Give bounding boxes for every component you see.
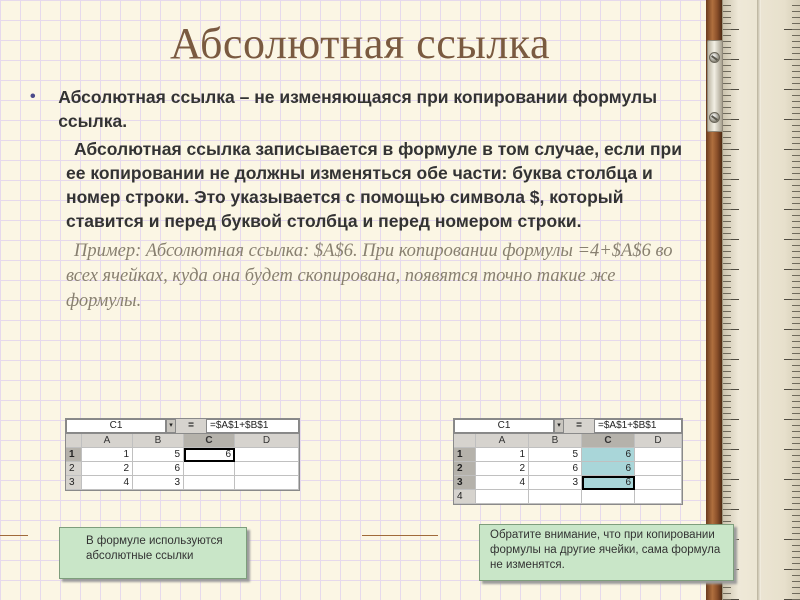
definition-text: Абсолютная ссылка – не изменяющаяся при копировании формулы ссылка.	[58, 87, 658, 131]
column-header[interactable]: C	[582, 434, 635, 448]
equals-icon: =	[188, 420, 194, 431]
cell[interactable]: 5	[133, 448, 184, 462]
row-header[interactable]: 3	[66, 476, 82, 490]
slide-body	[30, 85, 690, 314]
cell[interactable]	[235, 462, 299, 476]
example-paragraph	[30, 239, 690, 314]
cell[interactable]: 4	[82, 476, 133, 490]
column-header[interactable]: C	[184, 434, 235, 448]
cell[interactable]: 1	[82, 448, 133, 462]
cell[interactable]: 1	[476, 448, 529, 462]
column-header[interactable]: D	[635, 434, 682, 448]
cell[interactable]	[635, 476, 682, 490]
corner-cell[interactable]	[66, 434, 82, 448]
explanation-paragraph	[30, 137, 690, 233]
active-cell[interactable]: 6	[184, 448, 235, 462]
column-header[interactable]: D	[235, 434, 299, 448]
row-header[interactable]: 3	[454, 476, 476, 490]
cell[interactable]: 4	[476, 476, 529, 490]
ruler-ticks-right	[723, 0, 800, 600]
column-header[interactable]: A	[82, 434, 133, 448]
equals-icon: =	[576, 420, 582, 431]
row-header[interactable]: 2	[454, 462, 476, 476]
row-header[interactable]: 1	[66, 448, 82, 462]
cell[interactable]	[635, 490, 682, 504]
formula-input[interactable]: =$A$1+$B$1	[206, 419, 299, 433]
ruler-groove	[757, 0, 761, 600]
column-header[interactable]: A	[476, 434, 529, 448]
bullet-icon: •	[30, 88, 36, 105]
cell[interactable]: 3	[529, 476, 582, 490]
example-text: Пример: Абсолютная ссылка: $A$6. При копировании формулы =4+$A$6 во всех ячейках, куда она будет скопирована, появятся точно такие же формулы.	[66, 241, 673, 311]
divider-line	[0, 535, 28, 536]
cell[interactable]: 2	[476, 462, 529, 476]
formula-input[interactable]: =$A$1+$B$1	[594, 419, 682, 433]
highlighted-cell[interactable]: 6	[582, 462, 635, 476]
spreadsheet-before	[65, 418, 300, 491]
screw-icon	[709, 112, 720, 123]
row-header[interactable]: 4	[454, 490, 476, 504]
row-header[interactable]: 1	[454, 448, 476, 462]
row-header[interactable]: 2	[66, 462, 82, 476]
cell[interactable]	[635, 448, 682, 462]
explanation-text: Абсолютная ссылка записывается в формуле в том случае, если при ее копировании не должны изменяться обе части: буква столбца и номер строки. Это указывается с помощью символа $, который ставится и перед буквой столбца и перед номером строки.	[66, 139, 683, 231]
note-text: Обратите внимание, что при копировании формулы на другие ячейки, сама формула не изменятся.	[490, 529, 721, 571]
cell[interactable]: 3	[133, 476, 184, 490]
cell[interactable]: 5	[529, 448, 582, 462]
cell-grid	[66, 434, 299, 490]
slide-title: Абсолютная ссылка	[170, 19, 550, 68]
cell[interactable]	[529, 490, 582, 504]
cell[interactable]	[235, 448, 299, 462]
cell[interactable]: 2	[82, 462, 133, 476]
spreadsheet-after	[453, 418, 683, 505]
note-formula-unchanged	[479, 524, 734, 581]
name-box-dropdown-icon[interactable]: ▾	[166, 419, 176, 433]
note-absolute-refs	[59, 527, 247, 579]
highlighted-cell[interactable]: 6	[582, 448, 635, 462]
column-header[interactable]: B	[529, 434, 582, 448]
cell[interactable]	[582, 490, 635, 504]
cell[interactable]: 6	[133, 462, 184, 476]
cell[interactable]	[184, 476, 235, 490]
cell[interactable]: 6	[529, 462, 582, 476]
column-header[interactable]: B	[133, 434, 184, 448]
cell[interactable]	[235, 476, 299, 490]
formula-bar	[66, 419, 299, 434]
note-text: В формуле используются абсолютные ссылки	[86, 535, 223, 562]
name-box-dropdown-icon[interactable]: ▾	[554, 419, 564, 433]
cell[interactable]	[476, 490, 529, 504]
divider-line	[362, 535, 438, 536]
highlighted-cell[interactable]: 6	[582, 476, 635, 490]
formula-bar	[454, 419, 682, 434]
ruler	[722, 0, 800, 600]
cell-grid	[454, 434, 682, 504]
corner-cell[interactable]	[454, 434, 476, 448]
bullet-item	[30, 85, 690, 133]
cell[interactable]	[184, 462, 235, 476]
name-box[interactable]: C1	[454, 419, 554, 433]
name-box[interactable]: C1	[66, 419, 166, 433]
cell[interactable]	[635, 462, 682, 476]
